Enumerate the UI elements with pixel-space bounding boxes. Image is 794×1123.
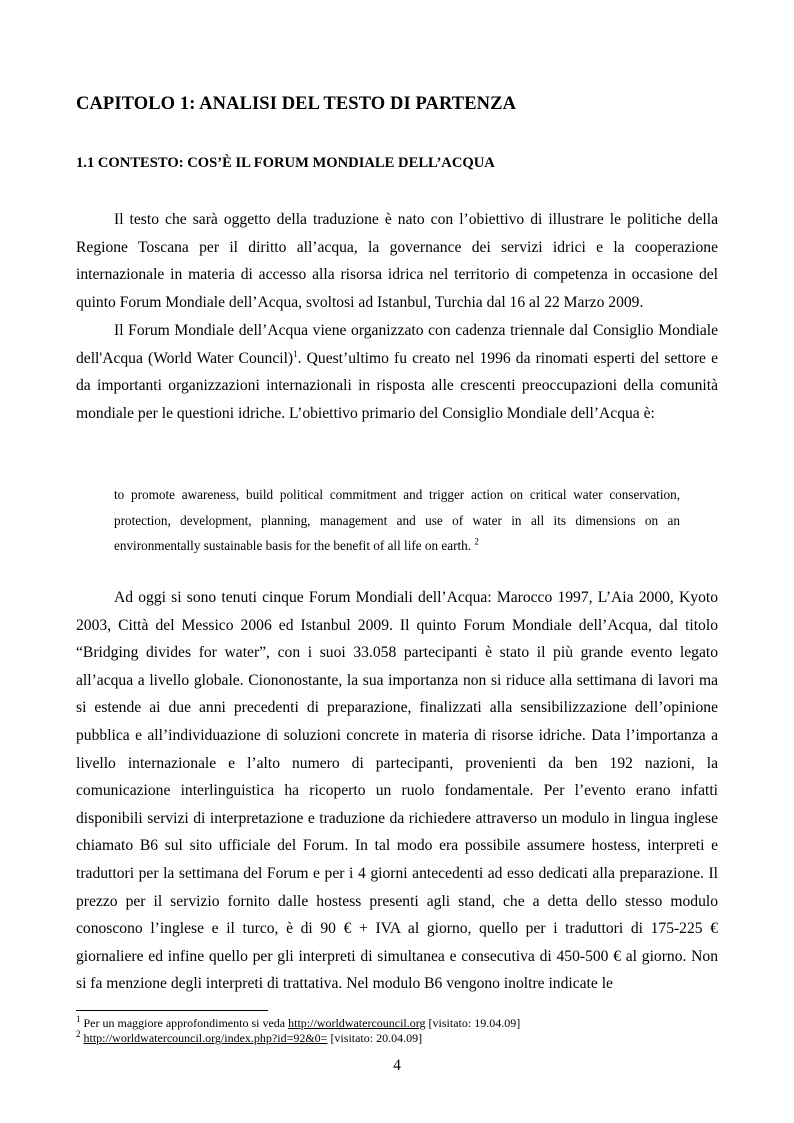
section-title: 1.1 CONTESTO: COS’È IL FORUM MONDIALE DELL’ACQUA [76,155,495,171]
footnote-number: 1 [76,1014,81,1024]
footnote-ref-2: 2 [474,537,479,548]
footnote-visit-date: [visitato: 19.04.09] [425,1016,521,1030]
footnote-visit-date: [visitato: 20.04.09] [327,1031,423,1045]
block-quote [114,482,680,559]
footnote-ref-1: 1 [293,348,298,359]
footnote-link[interactable]: http://worldwatercouncil.org/index.php?id=92&0= [83,1031,328,1045]
footnote-number: 2 [76,1029,81,1039]
body-paragraph-2 [76,317,718,427]
block-quote-text: to promote awareness, build political commitment and trigger action on critical water conservation, protection, development, planning, management and use of water in all its dimensions on an environmentally sustainable basis for the benefit of all life on earth. [114,487,680,554]
footnote-text: Per un maggiore approfondimento si veda [83,1016,289,1030]
paragraph-2-text-start: Il Forum Mondiale dell’Acqua viene organizzato con cadenza triennale dal Consiglio Mondiale dell'Acqua (World Water Council) [76,322,718,367]
body-paragraph-1: Il testo che sarà oggetto della traduzione è nato con l’obiettivo di illustrare le politiche della Regione Toscana per il diritto all’acqua, la governance dei servizi idrici e la cooperazione internazionale in materia di accesso alla risorsa idrica nel territorio di competenza in occasione del quinto Forum Mondiale dell’Acqua, svoltosi ad Istanbul, Turchia dal 16 al 22 Marzo 2009. [76,211,718,311]
chapter-title: CAPITOLO 1: ANALISI DEL TESTO DI PARTENZA [76,94,517,114]
footnote-separator [76,1010,268,1011]
footnotes [76,1016,718,1046]
paragraph-2-text-end: . Quest’ultimo fu creato nel 1996 da rinomati esperti del settore e da importanti organizzazioni internazionali in risposta alle crescenti preoccupazioni della comunità mondiale per le questioni idriche. L’obiettivo primario del Consiglio Mondiale dell’Acqua è: [76,349,718,422]
footnote-2 [76,1031,718,1046]
footnote-1 [76,1016,718,1031]
page-number: 4 [393,1057,401,1074]
footnote-link[interactable]: http://worldwatercouncil.org [288,1016,426,1030]
body-paragraph-3: Ad oggi si sono tenuti cinque Forum Mondiali dell’Acqua: Marocco 1997, L’Aia 2000, Kyoto 2003, Città del Messico 2006 ed Istanbul 2009. Il quinto Forum Mondiale dell’Acqua, dal titolo “Bridging divides for water”, con i suoi 33.058 partecipanti è stato il più grande evento legato all’acqua a livello globale. Ciononostante, la sua importanza non si riduce alla settimana di lavori ma si estende ai due anni precedenti di preparazione, finalizzati alla sensibilizzazione dell’opinione pubblica e all’individuazione di soluzioni concrete in materia di risorse idriche. Data l’importanza a livello internazionale e l’alto numero di partecipanti, provenienti da ben 192 nazioni, la comunicazione interlinguistica ha ricoperto un ruolo fondamentale. Per l’evento erano infatti disponibili servizi di interpretazione e traduzione da richiedere attraverso un modulo in lingua inglese chiamato B6 sul sito ufficiale del Forum. In tal modo era possibile assumere hostess, interpreti e traduttori per la settimana del Forum e per i 4 giorni antecedenti ad esso dedicati alla preparazione. Il prezzo per il servizio fornito dalle hostess presenti agli stand, che a detta dello stesso modulo conoscono l’inglese e il turco, è di 90 € + IVA al giorno, quello per i traduttori di 175-225 € giornaliere ed infine quello per gli interpreti di simultanea e consecutiva di 450-500 € al giorno. Non si fa menzione degli interpreti di trattativa. Nel modulo B6 vengono inoltre indicate le [76,589,718,993]
